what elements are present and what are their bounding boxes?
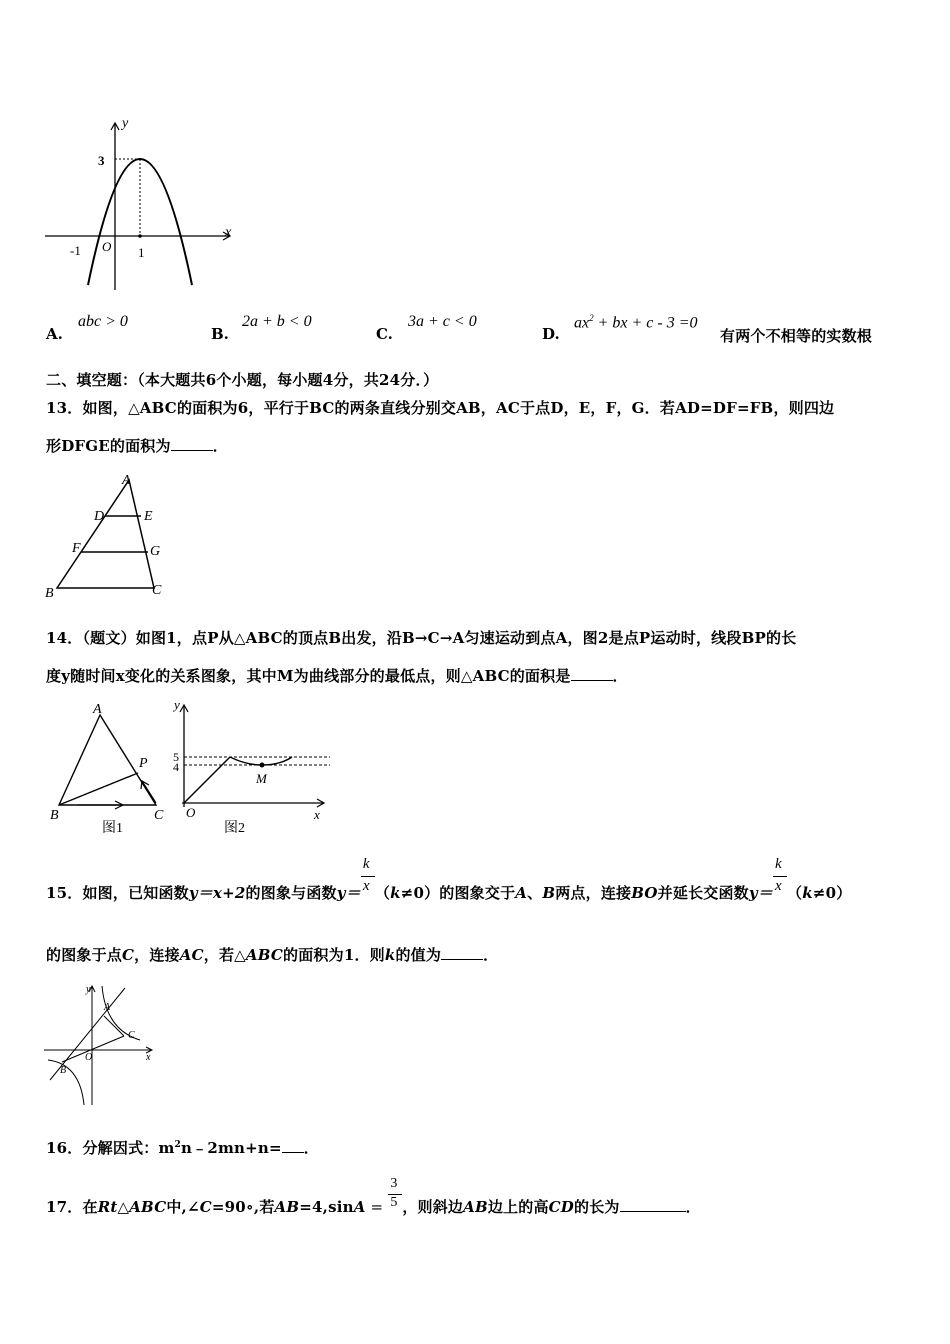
fig1-label-B: B: [50, 808, 59, 823]
fig2-caption: 图2: [224, 821, 245, 836]
q12-parabola-figure: [40, 115, 240, 295]
point-M: [260, 763, 265, 768]
origin-label: O: [102, 239, 112, 254]
q14-line1: 14．（题文）如图1，点P从△ABC的顶点B出发，沿B→C→A匀速运动到点A，图2是点P运动时，线段BP的长: [46, 629, 797, 647]
option-d-suffix: 有两个不相等的实数根: [720, 327, 873, 345]
q14-answer-blank[interactable]: [571, 668, 613, 681]
q13-triangle-figure: [42, 470, 172, 602]
q15-answer-blank[interactable]: [441, 947, 483, 960]
parabola-curve: [88, 159, 192, 285]
label-C: C: [152, 583, 162, 598]
x-axis-label: x: [225, 225, 232, 240]
fig1-caption: 图1: [102, 821, 123, 836]
q15-graph-figure: [40, 980, 160, 1110]
graph-label-x: x: [146, 1052, 151, 1063]
fig2-label-x: x: [314, 807, 320, 822]
q17-answer-blank[interactable]: [620, 1199, 686, 1212]
option-d-letter: D.: [542, 325, 560, 343]
fig1-label-A: A: [93, 702, 102, 717]
fig1-label-P: P: [139, 756, 148, 771]
section2-title: 二、填空题：（本大题共6个小题，每小题4分，共24分．）: [46, 371, 439, 389]
option-b-expr: 2a + b < 0: [242, 313, 312, 330]
q15-frac1: $\frac{k}{x}$: [361, 884, 375, 898]
label-D: D: [94, 509, 105, 524]
fig1-label-C: C: [154, 808, 164, 823]
fig2-label-O: O: [186, 805, 196, 820]
q15-line2: 的图象于点C，连接AC，若△ABC的面积为1．则k的值为 ．: [46, 946, 499, 964]
q13-line2: 形DFGE的面积为 ．: [46, 437, 228, 455]
q13-line1: 13．如图，△ABC的面积为6，平行于BC的两条直线分别交AB，AC于点D，E，F，G．若AD=DF=FB，则四边: [46, 399, 835, 417]
label-G: G: [150, 544, 161, 559]
option-c-expr: 3a + c < 0: [408, 313, 477, 330]
q17-frac: $\frac{3}{5}$: [388, 1198, 402, 1212]
fig2-label-4: 4: [173, 760, 179, 774]
graph-label-B: B: [60, 1065, 67, 1076]
fig2-label-M: M: [256, 771, 267, 786]
q15-frac2: $\frac{k}{x}$: [773, 884, 787, 898]
label-F: F: [72, 541, 81, 556]
x-tick-1: 1: [138, 245, 145, 260]
graph-label-C: C: [128, 1030, 135, 1041]
option-d-expr: $ax^2$ + bx + c - 3 =0: [574, 313, 698, 332]
label-A: A: [122, 473, 131, 488]
fig2-label-y: y: [174, 697, 180, 712]
q12-options: [46, 313, 926, 343]
graph-label-O: O: [85, 1052, 93, 1063]
option-c-letter: C.: [376, 325, 393, 343]
label-B: B: [45, 586, 54, 601]
q17-line: 17．在Rt△ABC中,∠C=90∘,若AB=4,sinA = $\frac{3}{5}$ ，则斜边AB边上的高CD的长为 ．: [46, 1176, 701, 1216]
q14-line2: 度y随时间x变化的关系图象，其中M为曲线部分的最低点，则△ABC的面积是 ．: [46, 667, 628, 685]
option-b-letter: B.: [211, 325, 229, 343]
label-E: E: [144, 509, 153, 524]
q15-line1: 15．如图，已知函数y＝x+2的图象与函数y＝ $\frac{k}{x}$ （k≠0）的图象交于A、B两点，连接BO并延长交函数y＝ $\frac{k}{x}$ （k≠0）: [46, 856, 852, 902]
q13-answer-blank[interactable]: [171, 438, 213, 451]
y-axis-label: y: [122, 116, 129, 131]
x-tick-neg1: -1: [70, 243, 81, 258]
q16-answer-blank[interactable]: [282, 1140, 304, 1153]
y-tick-3: 3: [98, 153, 105, 168]
q16-line: 16．分解因式：$m^2n﹣2mn+n=$ ．: [46, 1139, 319, 1157]
fig2-label-5: 5: [173, 750, 179, 764]
graph-label-y: y: [86, 984, 91, 995]
q14-figures: [42, 695, 337, 840]
graph-label-A: A: [104, 1002, 111, 1013]
option-a-expr: abc > 0: [78, 313, 128, 330]
option-a-letter: A.: [46, 325, 63, 343]
